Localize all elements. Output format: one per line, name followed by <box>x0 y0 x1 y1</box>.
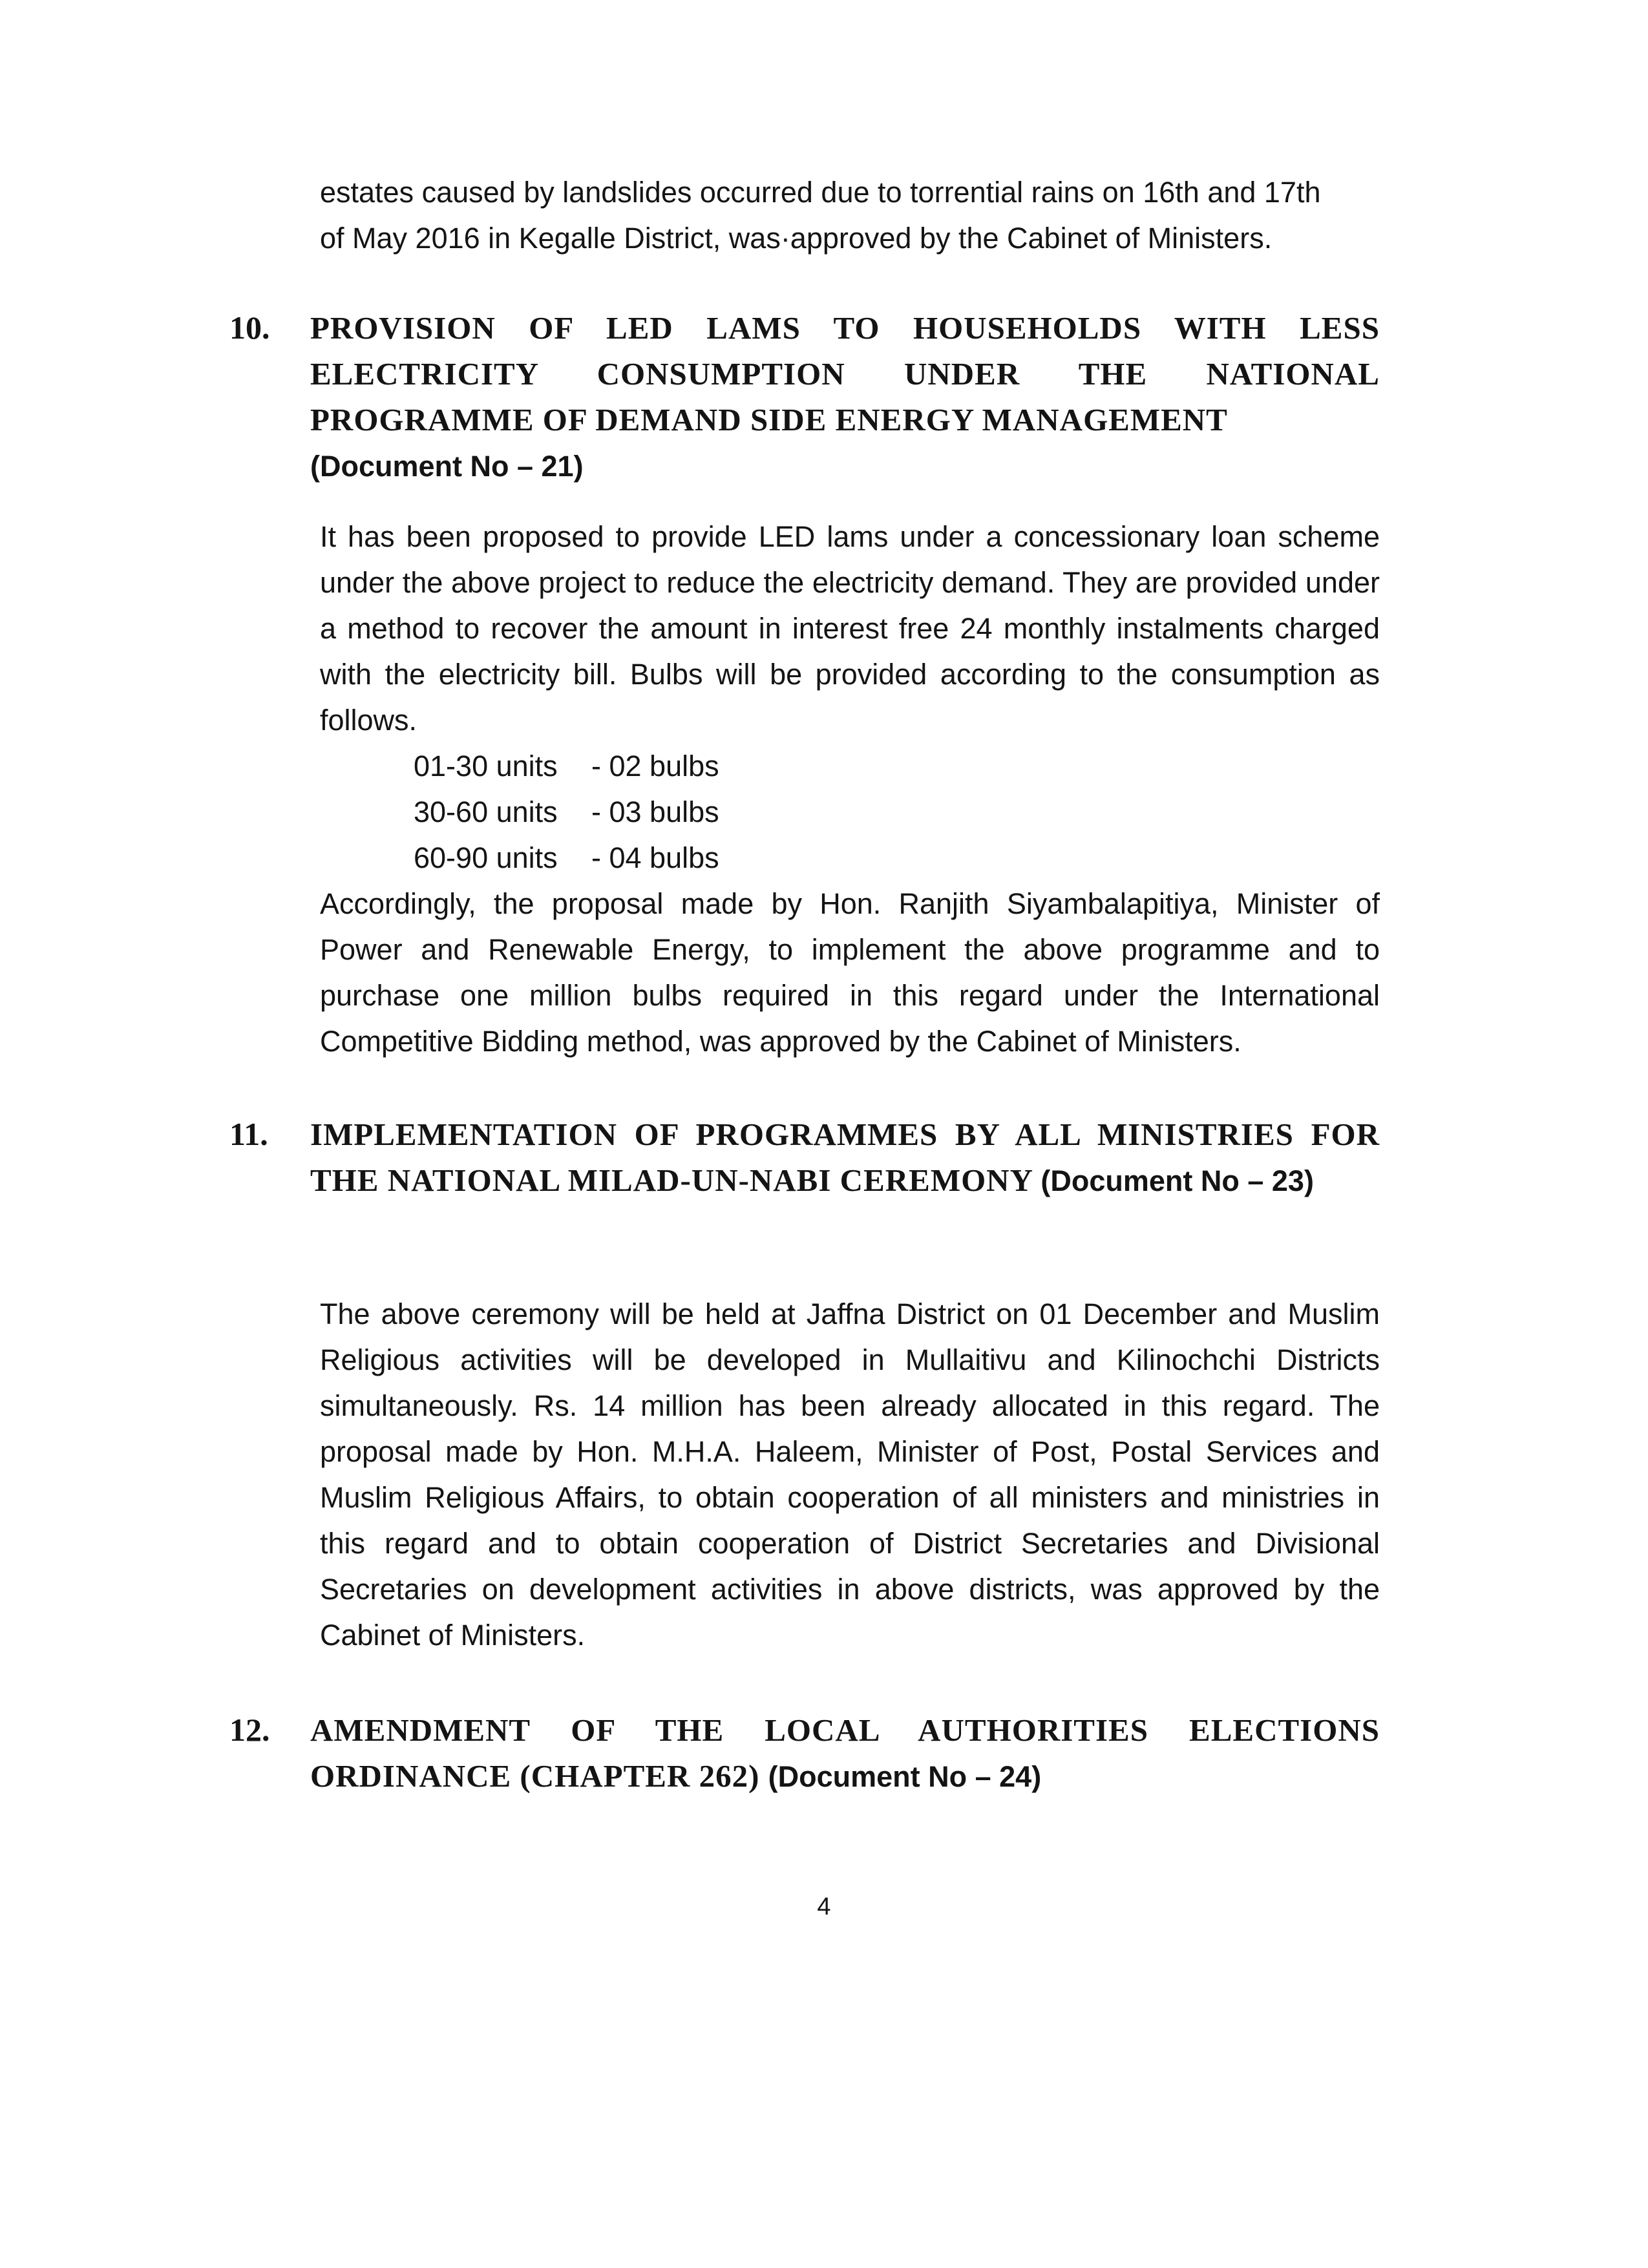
units-range: 60-90 units <box>414 841 558 874</box>
item-12-number: 12. <box>229 1712 270 1748</box>
item-12-heading-text: AMENDMENT OF THE LOCAL AUTHORITIES ELECTIONS ORDINANCE (CHAPTER 262) <box>310 1712 1380 1794</box>
units-bulbs: - 04 bulbs <box>591 841 719 874</box>
item-10-heading <box>310 305 1380 489</box>
units-bulbs: - 03 bulbs <box>591 795 719 828</box>
item-10-number: 10. <box>229 310 270 346</box>
units-bulbs: - 02 bulbs <box>591 750 719 782</box>
item-11-heading-text: IMPLEMENTATION OF PROGRAMMES BY ALL MINISTRIES FOR THE NATIONAL MILAD-UN-NABI CEREMONY <box>310 1117 1380 1198</box>
item-11-body <box>320 1291 1380 1658</box>
item-10-body <box>320 514 1380 743</box>
units-row <box>414 835 719 881</box>
item-10-paragraph-2: Accordingly, the proposal made by Hon. Ranjith Siyambalapitiya, Minister of Power and Renewable Energy, to implement the above programme and to purchase one million bulbs required in this regard under the International Competitive Bidding method, was approved by the Cabinet of Ministers. <box>320 887 1380 1058</box>
page-number: 4 <box>817 1893 831 1920</box>
intro-line-1: estates caused by landslides occurred due to torrential rains on 16th and 17th <box>320 176 1321 209</box>
item-11-paragraph-1: The above ceremony will be held at Jaffna District on 01 December and Muslim Religious activities will be developed in Mullaitivu and Kilinochchi Districts simultaneously. Rs. 14 million has been already allocated in this regard. The proposal made by Hon. M.H.A. Haleem, Minister of Post, Postal Services and Muslim Religious Affairs, to obtain cooperation of all ministers and ministries in this regard and to obtain cooperation of District Secretaries and Divisional Secretaries on development activities in above districts, was approved by the Cabinet of Ministers. <box>320 1297 1380 1652</box>
item-10-heading-text: PROVISION OF LED LAMS TO HOUSEHOLDS WITH LESS ELECTRICITY CONSUMPTION UNDER THE NATIONAL PROGRAMME OF DEMAND SIDE ENERGY MANAGEMENT <box>310 310 1380 437</box>
item-12-heading <box>310 1707 1380 1800</box>
item-11-number: 11. <box>229 1116 268 1152</box>
item-12-doc-ref: (Document No – 24) <box>768 1760 1042 1793</box>
consumption-units-list <box>414 743 719 881</box>
units-range: 01-30 units <box>414 750 558 782</box>
units-range: 30-60 units <box>414 795 558 828</box>
item-10-doc-ref: (Document No – 21) <box>310 450 584 483</box>
item-10-body-continued <box>320 881 1380 1064</box>
units-row <box>414 789 719 835</box>
item-10-paragraph-1: It has been proposed to provide LED lams under a concessionary loan scheme under the above project to reduce the electricity demand. They are provided under a method to recover the amount in interest free 24 monthly instalments charged with the electricity bill. Bulbs will be provided according to the consumption as follows. <box>320 520 1380 737</box>
item-11-heading <box>310 1111 1380 1204</box>
intro-line-2: of May 2016 in Kegalle District, was·approved by the Cabinet of Ministers. <box>320 222 1273 255</box>
intro-continuation <box>320 169 1380 261</box>
item-11-doc-ref: (Document No – 23) <box>1041 1164 1314 1197</box>
units-row <box>414 743 719 789</box>
